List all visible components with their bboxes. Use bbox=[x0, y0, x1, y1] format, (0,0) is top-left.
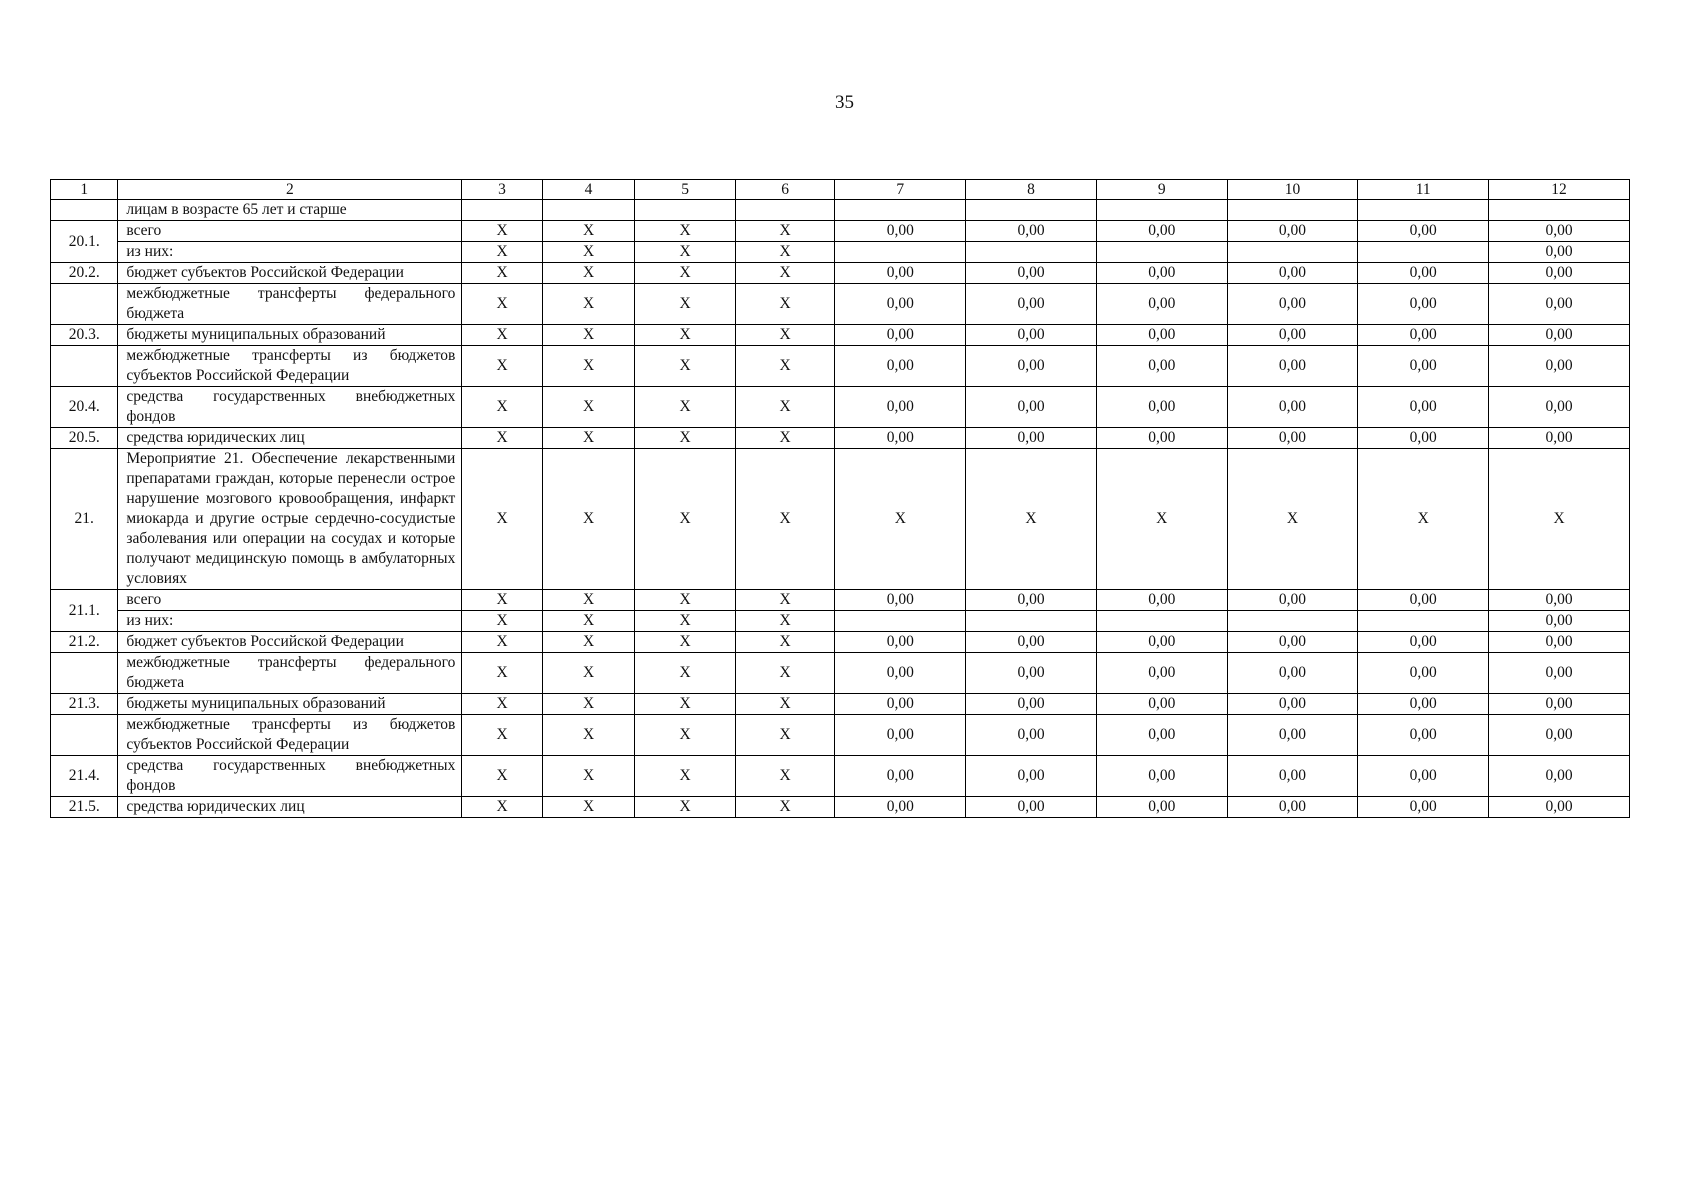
row-description-cell: бюджеты муниципальных образований bbox=[118, 325, 462, 346]
value-cell: 0,00 bbox=[966, 387, 1097, 428]
row-number-cell bbox=[51, 653, 118, 694]
value-cell: 0,00 bbox=[1489, 632, 1630, 653]
value-cell bbox=[1358, 242, 1489, 263]
value-cell: 0,00 bbox=[1489, 590, 1630, 611]
row-description-cell: Мероприятие 21. Обеспечение лекарственными препаратами граждан, которые перенесли острое нарушение мозгового кровообращения, инфаркт миокарда и другие острые сердечно-сосудистые заболевания или операции на сосудах и которые получают медицинскую помощь в амбулаторных условиях bbox=[118, 449, 462, 590]
value-cell: 0,00 bbox=[1358, 756, 1489, 797]
value-cell: X bbox=[542, 263, 635, 284]
page-number: 35 bbox=[835, 92, 854, 113]
value-cell: 0,00 bbox=[1096, 590, 1227, 611]
value-cell: 0,00 bbox=[1227, 590, 1358, 611]
value-cell: 0,00 bbox=[1489, 242, 1630, 263]
value-cell: 0,00 bbox=[835, 387, 966, 428]
value-cell: 0,00 bbox=[1227, 715, 1358, 756]
value-cell: 0,00 bbox=[835, 221, 966, 242]
value-cell: 0,00 bbox=[1096, 221, 1227, 242]
value-cell: X bbox=[462, 797, 542, 818]
value-cell: 0,00 bbox=[1096, 632, 1227, 653]
value-cell bbox=[1096, 611, 1227, 632]
value-cell: X bbox=[542, 715, 635, 756]
value-cell: 0,00 bbox=[835, 632, 966, 653]
value-cell: 0,00 bbox=[1358, 590, 1489, 611]
value-cell: 0,00 bbox=[966, 221, 1097, 242]
column-number-cell: 11 bbox=[1358, 180, 1489, 200]
row-number-cell: 21.1. bbox=[51, 590, 118, 632]
value-cell: X bbox=[1489, 449, 1630, 590]
value-cell: X bbox=[635, 797, 736, 818]
value-cell: 0,00 bbox=[1358, 632, 1489, 653]
value-cell: 0,00 bbox=[1096, 756, 1227, 797]
value-cell: 0,00 bbox=[1096, 653, 1227, 694]
column-number-cell: 3 bbox=[462, 180, 542, 200]
table-row bbox=[51, 200, 1630, 221]
value-cell: 0,00 bbox=[835, 715, 966, 756]
value-cell: X bbox=[735, 263, 835, 284]
value-cell: 0,00 bbox=[1489, 797, 1630, 818]
value-cell: X bbox=[542, 284, 635, 325]
value-cell: X bbox=[735, 449, 835, 590]
column-number-cell: 9 bbox=[1096, 180, 1227, 200]
table-row bbox=[51, 221, 1630, 242]
table-row bbox=[51, 346, 1630, 387]
row-description-cell: межбюджетные трансферты из бюджетов субъектов Российской Федерации bbox=[118, 715, 462, 756]
value-cell: X bbox=[735, 632, 835, 653]
value-cell: X bbox=[542, 653, 635, 694]
value-cell bbox=[1227, 200, 1358, 221]
value-cell: X bbox=[835, 449, 966, 590]
value-cell bbox=[835, 611, 966, 632]
value-cell: X bbox=[735, 325, 835, 346]
value-cell: X bbox=[635, 756, 736, 797]
table-row bbox=[51, 590, 1630, 611]
row-number-cell bbox=[51, 200, 118, 221]
value-cell: 0,00 bbox=[1489, 715, 1630, 756]
value-cell: 0,00 bbox=[1227, 221, 1358, 242]
value-cell: X bbox=[966, 449, 1097, 590]
row-number-cell: 20.4. bbox=[51, 387, 118, 428]
table-row bbox=[51, 694, 1630, 715]
value-cell: 0,00 bbox=[1489, 325, 1630, 346]
value-cell: X bbox=[542, 590, 635, 611]
value-cell: 0,00 bbox=[835, 756, 966, 797]
value-cell bbox=[542, 200, 635, 221]
value-cell: X bbox=[1096, 449, 1227, 590]
value-cell: 0,00 bbox=[1227, 325, 1358, 346]
value-cell: X bbox=[462, 428, 542, 449]
value-cell: X bbox=[735, 715, 835, 756]
value-cell: X bbox=[635, 263, 736, 284]
column-number-cell: 4 bbox=[542, 180, 635, 200]
value-cell: X bbox=[635, 653, 736, 694]
value-cell: 0,00 bbox=[1358, 284, 1489, 325]
value-cell: 0,00 bbox=[1227, 756, 1358, 797]
value-cell: 0,00 bbox=[966, 428, 1097, 449]
value-cell: X bbox=[735, 221, 835, 242]
column-number-header-row bbox=[51, 180, 1630, 200]
column-number-cell: 6 bbox=[735, 180, 835, 200]
column-number-cell: 12 bbox=[1489, 180, 1630, 200]
value-cell: 0,00 bbox=[1227, 428, 1358, 449]
row-description-cell: средства государственных внебюджетных фондов bbox=[118, 756, 462, 797]
value-cell: X bbox=[635, 611, 736, 632]
value-cell: 0,00 bbox=[966, 263, 1097, 284]
value-cell: X bbox=[462, 325, 542, 346]
value-cell: 0,00 bbox=[835, 694, 966, 715]
value-cell: 0,00 bbox=[1227, 263, 1358, 284]
value-cell: X bbox=[462, 221, 542, 242]
row-number-cell bbox=[51, 346, 118, 387]
value-cell: 0,00 bbox=[1489, 284, 1630, 325]
table-row bbox=[51, 449, 1630, 590]
value-cell: 0,00 bbox=[1358, 263, 1489, 284]
value-cell: 0,00 bbox=[966, 590, 1097, 611]
value-cell: 0,00 bbox=[966, 715, 1097, 756]
value-cell: X bbox=[735, 611, 835, 632]
row-description-cell: межбюджетные трансферты федерального бюджета bbox=[118, 653, 462, 694]
row-description-cell: всего bbox=[118, 590, 462, 611]
table-row bbox=[51, 325, 1630, 346]
row-number-cell: 20.5. bbox=[51, 428, 118, 449]
value-cell: X bbox=[735, 428, 835, 449]
value-cell: X bbox=[635, 387, 736, 428]
row-number-cell bbox=[51, 284, 118, 325]
value-cell: 0,00 bbox=[1096, 694, 1227, 715]
value-cell: 0,00 bbox=[1358, 387, 1489, 428]
value-cell: X bbox=[635, 325, 736, 346]
value-cell: X bbox=[635, 221, 736, 242]
value-cell: 0,00 bbox=[1096, 797, 1227, 818]
value-cell: 0,00 bbox=[966, 284, 1097, 325]
value-cell: X bbox=[542, 797, 635, 818]
value-cell: X bbox=[635, 715, 736, 756]
value-cell: X bbox=[735, 694, 835, 715]
value-cell: X bbox=[542, 346, 635, 387]
budget-table bbox=[50, 179, 1630, 818]
table-row bbox=[51, 611, 1630, 632]
value-cell bbox=[1096, 242, 1227, 263]
row-number-cell: 20.1. bbox=[51, 221, 118, 263]
value-cell bbox=[1227, 242, 1358, 263]
table-row bbox=[51, 715, 1630, 756]
value-cell: X bbox=[635, 284, 736, 325]
value-cell: 0,00 bbox=[1489, 756, 1630, 797]
value-cell: 0,00 bbox=[1489, 263, 1630, 284]
value-cell: 0,00 bbox=[1227, 797, 1358, 818]
value-cell: X bbox=[462, 387, 542, 428]
row-description-cell: бюджеты муниципальных образований bbox=[118, 694, 462, 715]
value-cell: X bbox=[462, 632, 542, 653]
value-cell: 0,00 bbox=[1489, 428, 1630, 449]
value-cell: 0,00 bbox=[1096, 346, 1227, 387]
row-description-cell: всего bbox=[118, 221, 462, 242]
value-cell: X bbox=[462, 242, 542, 263]
table-row bbox=[51, 284, 1630, 325]
value-cell: X bbox=[542, 242, 635, 263]
value-cell bbox=[835, 200, 966, 221]
value-cell: 0,00 bbox=[1096, 715, 1227, 756]
row-description-cell: бюджет субъектов Российской Федерации bbox=[118, 263, 462, 284]
value-cell: 0,00 bbox=[1358, 715, 1489, 756]
value-cell: X bbox=[462, 590, 542, 611]
value-cell: X bbox=[735, 346, 835, 387]
value-cell: 0,00 bbox=[1096, 428, 1227, 449]
value-cell: X bbox=[735, 797, 835, 818]
value-cell: 0,00 bbox=[1358, 325, 1489, 346]
row-description-cell: межбюджетные трансферты федерального бюджета bbox=[118, 284, 462, 325]
value-cell: X bbox=[462, 284, 542, 325]
value-cell: X bbox=[542, 428, 635, 449]
value-cell: X bbox=[542, 325, 635, 346]
value-cell: X bbox=[462, 756, 542, 797]
column-number-cell: 10 bbox=[1227, 180, 1358, 200]
value-cell: 0,00 bbox=[1489, 694, 1630, 715]
value-cell: X bbox=[462, 694, 542, 715]
value-cell: X bbox=[735, 387, 835, 428]
column-number-cell: 1 bbox=[51, 180, 118, 200]
row-description-cell: межбюджетные трансферты из бюджетов субъектов Российской Федерации bbox=[118, 346, 462, 387]
value-cell: 0,00 bbox=[1227, 284, 1358, 325]
row-description-cell: лицам в возрасте 65 лет и старше bbox=[118, 200, 462, 221]
table-row bbox=[51, 428, 1630, 449]
row-description-cell: бюджет субъектов Российской Федерации bbox=[118, 632, 462, 653]
value-cell: 0,00 bbox=[1227, 387, 1358, 428]
value-cell: 0,00 bbox=[966, 653, 1097, 694]
value-cell: 0,00 bbox=[835, 263, 966, 284]
value-cell: X bbox=[542, 694, 635, 715]
value-cell bbox=[835, 242, 966, 263]
value-cell bbox=[462, 200, 542, 221]
table-row bbox=[51, 632, 1630, 653]
value-cell: 0,00 bbox=[966, 797, 1097, 818]
table-row bbox=[51, 797, 1630, 818]
row-description-cell: средства государственных внебюджетных фондов bbox=[118, 387, 462, 428]
value-cell: 0,00 bbox=[835, 590, 966, 611]
value-cell: 0,00 bbox=[1227, 694, 1358, 715]
value-cell: 0,00 bbox=[966, 325, 1097, 346]
row-number-cell: 20.3. bbox=[51, 325, 118, 346]
table-row bbox=[51, 263, 1630, 284]
value-cell: X bbox=[635, 428, 736, 449]
value-cell: X bbox=[542, 611, 635, 632]
value-cell: 0,00 bbox=[1227, 632, 1358, 653]
value-cell bbox=[966, 611, 1097, 632]
value-cell: X bbox=[462, 346, 542, 387]
value-cell: 0,00 bbox=[1096, 387, 1227, 428]
value-cell: X bbox=[542, 387, 635, 428]
value-cell: 0,00 bbox=[835, 284, 966, 325]
value-cell bbox=[966, 242, 1097, 263]
value-cell: X bbox=[462, 449, 542, 590]
row-description-cell: из них: bbox=[118, 242, 462, 263]
value-cell: 0,00 bbox=[835, 797, 966, 818]
value-cell: 0,00 bbox=[1096, 263, 1227, 284]
value-cell: X bbox=[635, 590, 736, 611]
row-number-cell: 21.3. bbox=[51, 694, 118, 715]
value-cell: 0,00 bbox=[1489, 346, 1630, 387]
column-number-cell: 7 bbox=[835, 180, 966, 200]
value-cell: X bbox=[542, 449, 635, 590]
value-cell: X bbox=[635, 242, 736, 263]
value-cell bbox=[1358, 611, 1489, 632]
value-cell: X bbox=[462, 715, 542, 756]
value-cell: X bbox=[735, 653, 835, 694]
value-cell bbox=[966, 200, 1097, 221]
value-cell bbox=[635, 200, 736, 221]
value-cell: 0,00 bbox=[1489, 221, 1630, 242]
value-cell: X bbox=[635, 632, 736, 653]
value-cell: X bbox=[1358, 449, 1489, 590]
value-cell: 0,00 bbox=[1489, 611, 1630, 632]
row-description-cell: средства юридических лиц bbox=[118, 428, 462, 449]
value-cell: X bbox=[735, 756, 835, 797]
value-cell: X bbox=[635, 694, 736, 715]
value-cell: 0,00 bbox=[966, 632, 1097, 653]
value-cell bbox=[1227, 611, 1358, 632]
value-cell: 0,00 bbox=[1358, 346, 1489, 387]
value-cell bbox=[1096, 200, 1227, 221]
value-cell: 0,00 bbox=[1489, 387, 1630, 428]
value-cell: 0,00 bbox=[835, 325, 966, 346]
value-cell: X bbox=[462, 611, 542, 632]
row-number-cell: 20.2. bbox=[51, 263, 118, 284]
value-cell bbox=[735, 200, 835, 221]
value-cell: X bbox=[542, 221, 635, 242]
value-cell: 0,00 bbox=[1227, 653, 1358, 694]
value-cell: X bbox=[635, 346, 736, 387]
table-row bbox=[51, 653, 1630, 694]
value-cell: X bbox=[542, 632, 635, 653]
value-cell: 0,00 bbox=[1358, 694, 1489, 715]
row-number-cell: 21. bbox=[51, 449, 118, 590]
column-number-cell: 5 bbox=[635, 180, 736, 200]
row-description-cell: средства юридических лиц bbox=[118, 797, 462, 818]
value-cell: 0,00 bbox=[966, 346, 1097, 387]
row-description-cell: из них: bbox=[118, 611, 462, 632]
value-cell bbox=[1489, 200, 1630, 221]
value-cell: X bbox=[462, 263, 542, 284]
value-cell: 0,00 bbox=[966, 756, 1097, 797]
value-cell: 0,00 bbox=[1227, 346, 1358, 387]
column-number-cell: 8 bbox=[966, 180, 1097, 200]
row-number-cell: 21.4. bbox=[51, 756, 118, 797]
value-cell: X bbox=[1227, 449, 1358, 590]
value-cell: 0,00 bbox=[835, 346, 966, 387]
value-cell: X bbox=[735, 242, 835, 263]
value-cell: 0,00 bbox=[1096, 325, 1227, 346]
value-cell: 0,00 bbox=[1358, 428, 1489, 449]
table-row bbox=[51, 242, 1630, 263]
value-cell: X bbox=[542, 756, 635, 797]
value-cell: 0,00 bbox=[1358, 653, 1489, 694]
value-cell: 0,00 bbox=[835, 428, 966, 449]
table-row bbox=[51, 387, 1630, 428]
row-number-cell: 21.5. bbox=[51, 797, 118, 818]
value-cell: X bbox=[735, 590, 835, 611]
value-cell: 0,00 bbox=[966, 694, 1097, 715]
value-cell: X bbox=[635, 449, 736, 590]
row-number-cell: 21.2. bbox=[51, 632, 118, 653]
value-cell: 0,00 bbox=[835, 653, 966, 694]
value-cell: X bbox=[462, 653, 542, 694]
value-cell: 0,00 bbox=[1358, 797, 1489, 818]
table-row bbox=[51, 756, 1630, 797]
row-number-cell bbox=[51, 715, 118, 756]
value-cell: 0,00 bbox=[1358, 221, 1489, 242]
value-cell: 0,00 bbox=[1489, 653, 1630, 694]
value-cell: X bbox=[735, 284, 835, 325]
value-cell bbox=[1358, 200, 1489, 221]
column-number-cell: 2 bbox=[118, 180, 462, 200]
value-cell: 0,00 bbox=[1096, 284, 1227, 325]
